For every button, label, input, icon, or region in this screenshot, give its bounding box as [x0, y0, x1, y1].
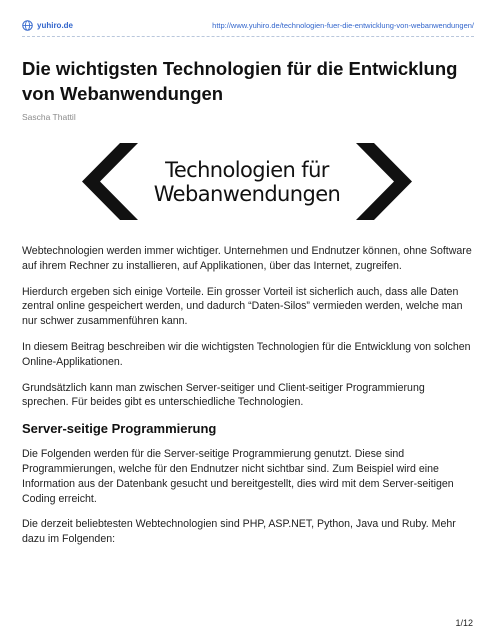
page-url[interactable]: http://www.yuhiro.de/technologien-fuer-die-entwicklung-von-webanwendungen/: [212, 21, 474, 30]
hero-text-line1: Technologien für: [165, 158, 329, 182]
paragraph: Hierdurch ergeben sich einige Vorteile. Ein grosser Vorteil ist sicherlich auch, dass alle Daten zentral online gespeichert werden, und dadurch “Daten-Silos” vermieden werden, welche man nur schwer zusammenführen kann.: [22, 285, 463, 328]
paragraph: Grundsätzlich kann man zwischen Server-seitiger und Client-seitiger Programmierung sprechen. Für beides gibt es unterschiedliche Technologien.: [22, 381, 425, 409]
page-number: 1/12: [455, 618, 473, 628]
article-title: Die wichtigsten Technologien für die Entwicklung von Webanwendungen: [22, 58, 458, 104]
site-name[interactable]: yuhiro.de: [37, 21, 74, 30]
chevron-right-icon: [356, 143, 412, 220]
chevron-left-icon: [82, 143, 138, 220]
article-body: [22, 244, 474, 558]
section-heading: Server-seitige Programmierung: [22, 421, 217, 437]
paragraph: Die Folgenden werden für die Server-seitige Programmierung genutzt. Diese sind Programmierungen, welche für den Endnutzer nicht sichtbar sind. Zum Beispiel wird eine Information aus der Datenbank gesucht und bereitgestellt, dies wird mit dem Server-seitigen Coding erreicht.: [22, 448, 454, 505]
article-author: Sascha Thattil: [22, 112, 76, 122]
paragraph: Webtechnologien werden immer wichtiger. Unternehmen und Endnutzer können, ohne Software auf ihrem Rechner zu installieren, auf Applikationen, über das Internet, zugreifen.: [22, 245, 472, 272]
globe-icon: [22, 20, 33, 31]
paragraph: In diesem Beitrag beschreiben wir die wichtigsten Technologien für die Entwicklung von solchen Online-Applikationen.: [22, 340, 471, 368]
site-link[interactable]: [22, 20, 73, 31]
paragraph: Die derzeit beliebtesten Webtechnologien sind PHP, ASP.NET, Python, Java und Ruby. Mehr dazu im Folgenden:: [22, 518, 456, 546]
hero-text-line2: Webanwendungen: [153, 182, 341, 206]
page-header: [22, 20, 474, 37]
hero-image: [82, 143, 412, 220]
